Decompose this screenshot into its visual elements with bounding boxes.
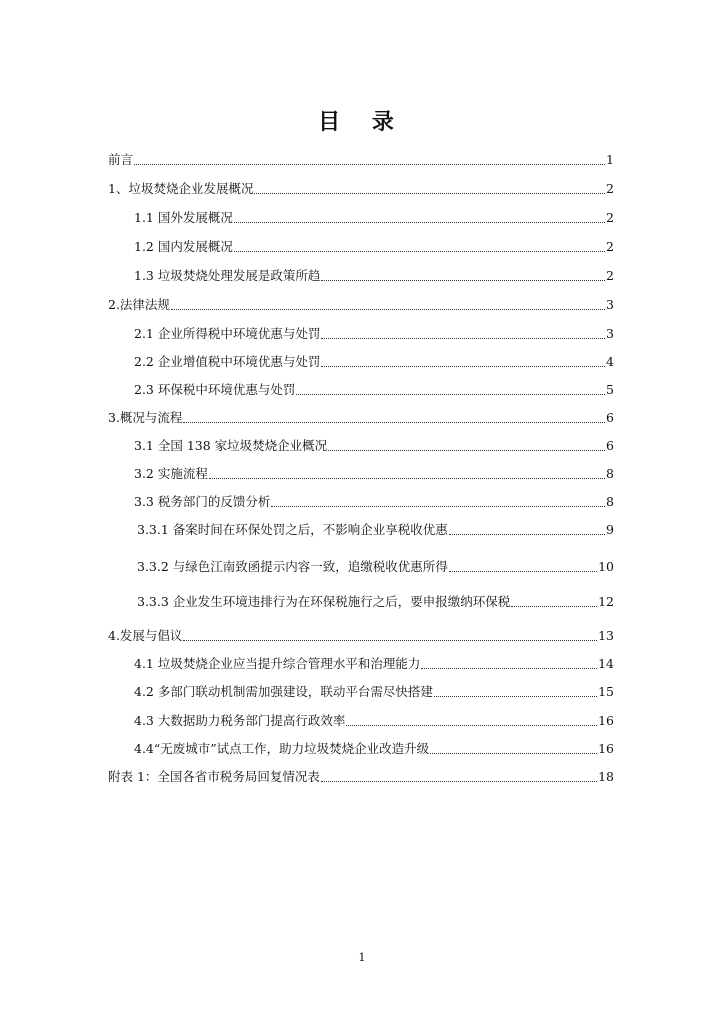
- dot-leader: [434, 695, 597, 697]
- dot-leader: [321, 365, 605, 367]
- toc-entry-label: 4.3 大数据助力税务部门提高行政效率: [134, 713, 346, 728]
- toc-entry-page: 1: [606, 152, 614, 167]
- toc-entry-label: 3.1 全国 138 家垃圾焚烧企业概况: [134, 438, 328, 453]
- toc-entry-label: 3.概况与流程: [108, 410, 183, 425]
- dot-leader: [511, 605, 597, 607]
- toc-entry-label: 1.1 国外发展概况: [134, 210, 233, 225]
- toc-entry[interactable]: [108, 767, 614, 787]
- toc-entry-page: 2: [606, 239, 614, 254]
- dot-leader: [321, 279, 605, 281]
- dot-leader: [254, 192, 605, 194]
- dot-leader: [271, 505, 605, 507]
- dot-leader: [346, 724, 597, 726]
- toc-entry-page: 9: [606, 522, 614, 537]
- toc-entry-label: 4.1 垃圾焚烧企业应当提升综合管理水平和治理能力: [134, 656, 421, 671]
- dot-leader: [234, 250, 605, 252]
- toc-entry-label: 前言: [108, 152, 134, 167]
- toc-entry-label: 4.2 多部门联动机制需加强建设，联动平台需尽快搭建: [134, 684, 433, 699]
- toc-entry[interactable]: [137, 557, 614, 577]
- toc-entry-page: 16: [598, 713, 614, 728]
- toc-entry[interactable]: [134, 208, 614, 228]
- page-number: 1: [358, 951, 366, 964]
- toc-entry[interactable]: [134, 682, 614, 702]
- toc-entry-label: 2.2 企业增值税中环境优惠与处罚: [134, 354, 321, 369]
- toc-entry-label: 2.1 企业所得税中环境优惠与处罚: [134, 326, 321, 341]
- dot-leader: [449, 570, 597, 572]
- toc-entry[interactable]: [134, 266, 614, 286]
- toc-entry[interactable]: [137, 520, 614, 540]
- toc-entry-page: 2: [606, 210, 614, 225]
- toc-entry[interactable]: [108, 150, 614, 170]
- toc-entry-label: 4.发展与倡议: [108, 628, 183, 643]
- toc-entry[interactable]: [134, 352, 614, 372]
- toc-entry-page: 8: [606, 466, 614, 481]
- toc-entry-page: 10: [598, 559, 614, 574]
- dot-leader: [171, 308, 605, 310]
- toc-entry-page: 18: [598, 769, 614, 784]
- toc-entry[interactable]: [134, 464, 614, 484]
- toc-entry[interactable]: [134, 654, 614, 674]
- toc-entry-label: 4.4“无废城市”试点工作，助力垃圾焚烧企业改造升级: [134, 741, 430, 756]
- toc-entry-label: 3.3.2 与绿色江南致函提示内容一致，追缴税收优惠所得: [137, 559, 448, 574]
- dot-leader: [183, 639, 597, 641]
- dot-leader: [421, 667, 597, 669]
- toc-entry-page: 6: [606, 438, 614, 453]
- toc-entry-label: 2.法律法规: [108, 297, 170, 312]
- toc-entry-page: 16: [598, 741, 614, 756]
- dot-leader: [183, 421, 605, 423]
- toc-title: 目 录: [318, 110, 406, 135]
- toc-entry-page: 3: [606, 326, 614, 341]
- dot-leader: [209, 477, 605, 479]
- toc-entry-page: 4: [606, 354, 614, 369]
- toc-entry-page: 3: [606, 297, 614, 312]
- toc-entry-label: 3.3 税务部门的反馈分析: [134, 494, 271, 509]
- toc-entry-label: 1.2 国内发展概况: [134, 239, 233, 254]
- toc-entry-page: 6: [606, 410, 614, 425]
- toc-entry[interactable]: [134, 380, 614, 400]
- toc-entry[interactable]: [134, 711, 614, 731]
- dot-leader: [134, 163, 605, 165]
- dot-leader: [234, 221, 605, 223]
- toc-entry-label: 2.3 环保税中环境优惠与处罚: [134, 382, 296, 397]
- toc-entry[interactable]: [134, 324, 614, 344]
- toc-entry[interactable]: [134, 436, 614, 456]
- toc-entry-label: 1.3 垃圾焚烧处理发展是政策所趋: [134, 268, 321, 283]
- toc-entry[interactable]: [134, 492, 614, 512]
- dot-leader: [321, 337, 605, 339]
- dot-leader: [321, 780, 597, 782]
- dot-leader: [296, 393, 605, 395]
- toc-entry-label: 3.3.1 备案时间在环保处罚之后，不影响企业享税收优惠: [137, 522, 448, 537]
- dot-leader: [328, 449, 605, 451]
- dot-leader: [430, 752, 597, 754]
- toc-entry[interactable]: [108, 408, 614, 428]
- toc-entry-label: 附表 1：全国各省市税务局回复情况表: [108, 769, 320, 784]
- toc-entry-label: 3.3.3 企业发生环境违排行为在环保税施行之后，要申报缴纳环保税: [137, 594, 511, 609]
- toc-entry-page: 8: [606, 494, 614, 509]
- dot-leader: [449, 533, 605, 535]
- toc-entry-label: 1、垃圾焚烧企业发展概况: [108, 181, 254, 196]
- toc-entry-page: 5: [606, 382, 614, 397]
- toc-entry[interactable]: [134, 739, 614, 759]
- toc-entry[interactable]: [108, 626, 614, 646]
- toc-entry-page: 15: [598, 684, 614, 699]
- toc-entry-page: 13: [598, 628, 614, 643]
- toc-entry-page: 2: [606, 268, 614, 283]
- toc-entry[interactable]: [137, 592, 614, 612]
- toc-entry-page: 12: [598, 594, 614, 609]
- toc-entry[interactable]: [134, 237, 614, 257]
- toc-entry-page: 2: [606, 181, 614, 196]
- toc-entry-label: 3.2 实施流程: [134, 466, 208, 481]
- toc-entry[interactable]: [108, 295, 614, 315]
- toc-entry[interactable]: [108, 179, 614, 199]
- toc-entry-page: 14: [598, 656, 614, 671]
